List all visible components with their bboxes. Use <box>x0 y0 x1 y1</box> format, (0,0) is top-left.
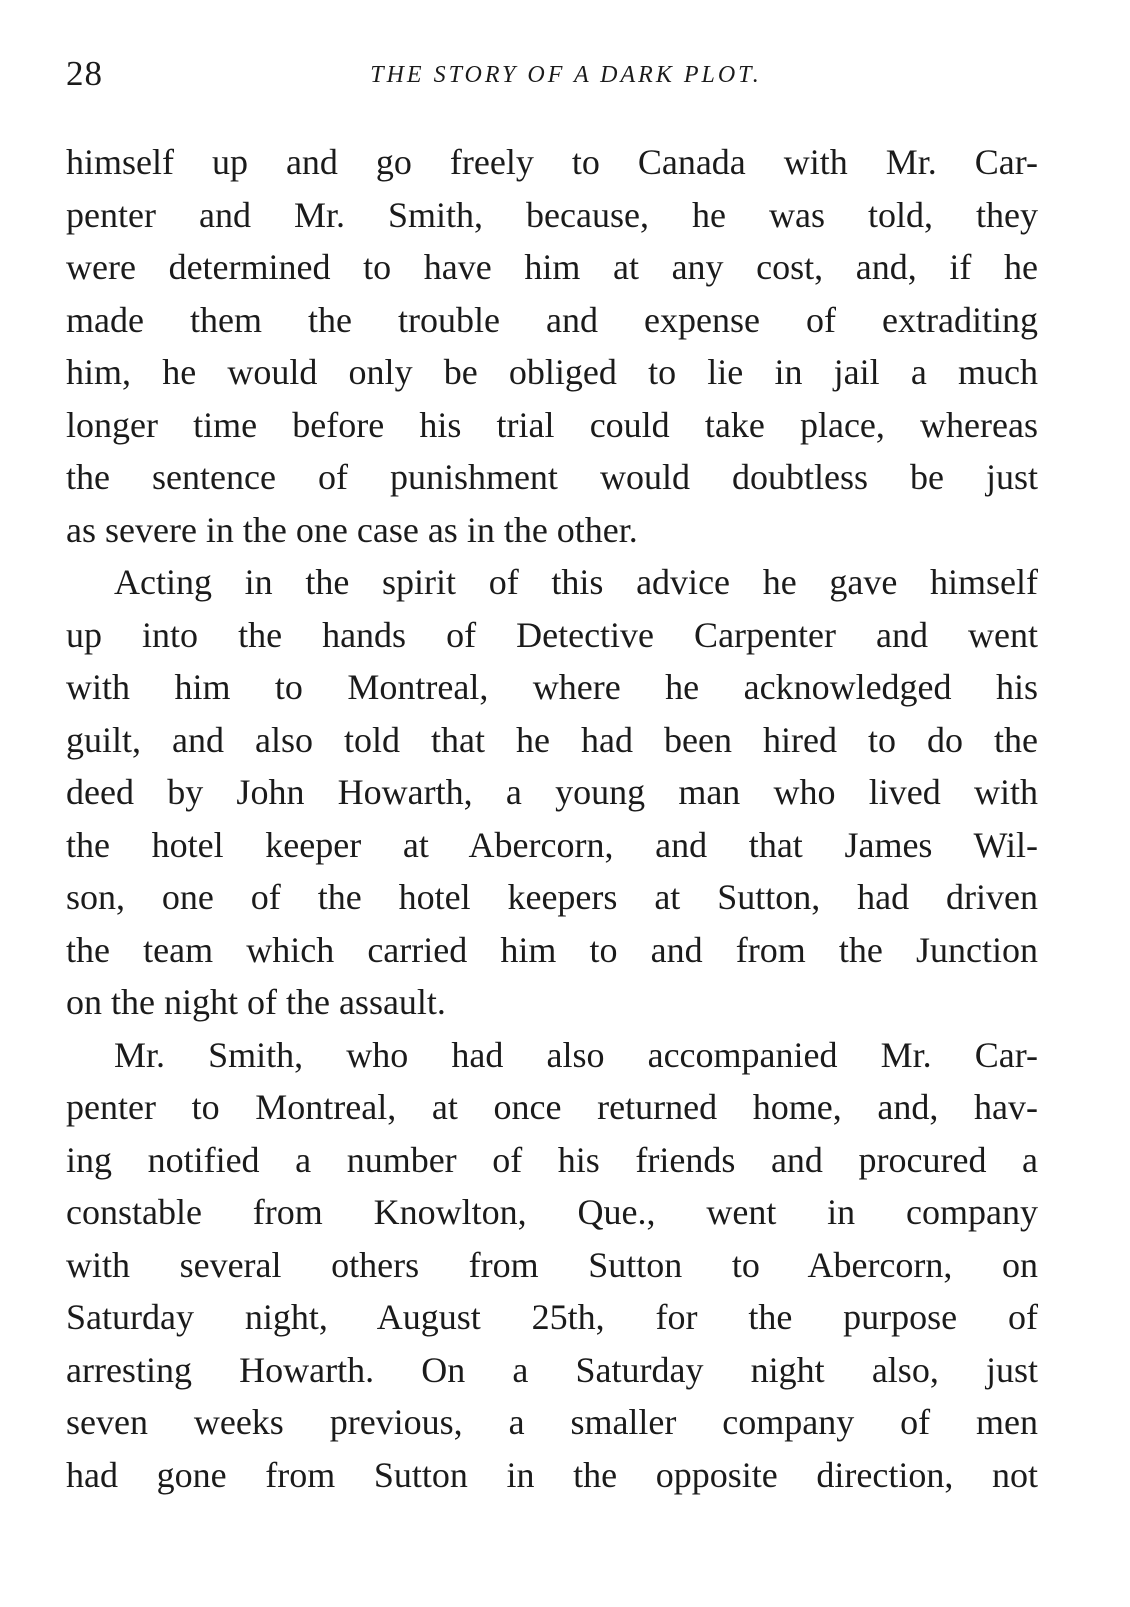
text-line: longer time before his trial could take place, whereas <box>66 404 1038 445</box>
text-line: ing notified a number of his friends and procured a <box>66 1139 1038 1180</box>
text-line: penter and Mr. Smith, because, he was told, they <box>66 194 1038 235</box>
paragraph-1 <box>66 136 1038 556</box>
paragraph-3 <box>66 1029 1038 1502</box>
text-line: son, one of the hotel keepers at Sutton, had driven <box>66 877 1038 917</box>
running-title: THE STORY OF A DARK PLOT. <box>370 62 762 88</box>
body-text <box>66 136 1038 1501</box>
text-line: with him to Montreal, where he acknowledged his <box>66 667 1038 707</box>
text-line: with several others from Sutton to Abercorn, on <box>66 1244 1038 1285</box>
text-line: had gone from Sutton in the opposite direction, not <box>66 1454 1038 1495</box>
text-line: arresting Howarth. On a Saturday night also, just <box>66 1349 1038 1390</box>
text-line: himself up and go freely to Canada with Mr. Car- <box>66 142 1038 182</box>
page-number: 28 <box>66 54 103 93</box>
text-line: penter to Montreal, at once returned home, and, hav- <box>66 1087 1038 1127</box>
text-line: up into the hands of Detective Carpenter and went <box>66 614 1038 655</box>
paragraph-2 <box>66 556 1038 1029</box>
text-line: guilt, and also told that he had been hired to do the <box>66 719 1038 760</box>
text-line: made them the trouble and expense of extraditing <box>66 299 1038 340</box>
text-line: deed by John Howarth, a young man who lived with <box>66 772 1038 812</box>
page-header <box>66 48 1066 108</box>
text-line: him, he would only be obliged to lie in jail a much <box>66 352 1038 392</box>
text-line: the hotel keeper at Abercorn, and that James Wil- <box>66 824 1038 865</box>
text-line: as severe in the one case as in the other. <box>66 509 638 550</box>
text-line: were determined to have him at any cost, and, if he <box>66 247 1038 287</box>
text-line: on the night of the assault. <box>66 982 446 1022</box>
text-line: Saturday night, August 25th, for the purpose of <box>66 1297 1038 1337</box>
text-line: seven weeks previous, a smaller company of men <box>66 1402 1038 1442</box>
text-line: constable from Knowlton, Que., went in company <box>66 1192 1038 1232</box>
text-line: Acting in the spirit of this advice he gave himself <box>114 562 1038 602</box>
text-line: Mr. Smith, who had also accompanied Mr. Car- <box>114 1034 1038 1075</box>
text-line: the team which carried him to and from the Junction <box>66 929 1038 970</box>
text-line: the sentence of punishment would doubtless be just <box>66 457 1038 497</box>
